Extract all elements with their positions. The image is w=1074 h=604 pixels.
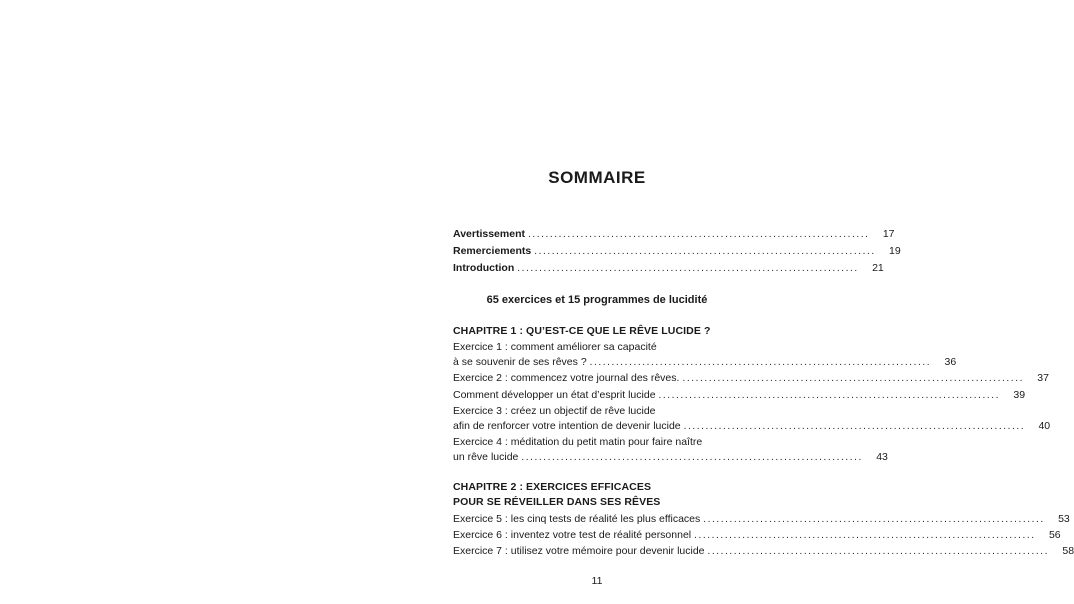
- toc-entry-introduction: [453, 262, 884, 276]
- toc-entry-label: Exercice 2 : commencez votre journal des rêves.: [453, 372, 680, 384]
- toc-page-number: 36: [944, 356, 957, 368]
- toc-entry-label: Exercice 3 : créez un objectif de rêve lucide: [453, 405, 656, 417]
- chapter-1-heading: CHAPITRE 1 : QU’EST-CE QUE LE RÊVE LUCIDE ?: [453, 325, 711, 337]
- toc-entry-label: à se souvenir de ses rêves ?: [453, 356, 587, 368]
- dot-leader: ..............................................................................: [707, 546, 1050, 557]
- dot-leader: ..............................................................................: [589, 357, 932, 368]
- toc-page-number: 17: [882, 228, 895, 240]
- dot-leader: ..............................................................................: [658, 390, 1001, 401]
- toc-entry-label: un rêve lucide: [453, 451, 519, 463]
- toc-page-number: 43: [876, 451, 888, 463]
- toc-page-number: 58: [1062, 545, 1074, 557]
- toc-page-number: 40: [1038, 420, 1051, 432]
- toc-entry-label: Avertissement: [453, 228, 525, 240]
- toc-entry-remerciements: [453, 245, 901, 259]
- toc-entry-label: Comment développer un état d’esprit lucide: [453, 389, 656, 401]
- toc-entry-line: [453, 436, 741, 450]
- toc-entry-exercice-7: [453, 545, 1074, 559]
- toc-entry-label: Exercice 1 : comment améliorer sa capacité: [453, 341, 657, 353]
- dot-leader: ..............................................................................: [683, 421, 1026, 432]
- page-number: 11: [591, 575, 603, 587]
- toc-entry-exercice-2: [453, 372, 1049, 386]
- toc-entry-line: [453, 341, 741, 355]
- toc-entry-label: Exercice 6 : inventez votre test de réalité personnel: [453, 529, 692, 541]
- toc-entry-exercice-3: [453, 420, 1051, 434]
- chapter-2-heading-line-1: CHAPITRE 2 : EXERCICES EFFICACES: [453, 481, 652, 493]
- toc-page-number: 39: [1013, 389, 1026, 401]
- toc-entry-exercice-6: [453, 529, 1061, 543]
- section-heading: 65 exercices et 15 programmes de lucidité: [486, 294, 708, 306]
- toc-page-number: 19: [889, 245, 901, 257]
- dot-leader: ..............................................................................: [517, 263, 859, 274]
- toc-entry-label: Exercice 5 : les cinq tests de réalité les plus efficaces: [453, 513, 701, 525]
- toc-entry-avertissement: [453, 228, 895, 242]
- toc-entry-label: afin de renforcer votre intention de devenir lucide: [453, 420, 681, 432]
- toc-entry-exercice-5: [453, 513, 1070, 527]
- dot-leader: ..............................................................................: [703, 514, 1045, 525]
- toc-page-number: 21: [872, 262, 884, 274]
- dot-leader: ..............................................................................: [694, 530, 1036, 541]
- page-title: SOMMAIRE: [548, 168, 646, 187]
- toc-entry-label: Exercice 4 : méditation du petit matin pour faire naître: [453, 436, 703, 448]
- toc-entry-label: Introduction: [453, 262, 515, 274]
- dot-leader: ..............................................................................: [527, 229, 870, 240]
- dot-leader: ..............................................................................: [534, 246, 876, 257]
- toc-entry-etat-esprit: [453, 389, 1026, 403]
- toc-page-number: 53: [1058, 513, 1070, 525]
- chapter-2-heading-line-2: POUR SE RÉVEILLER DANS SES RÊVES: [453, 496, 661, 508]
- dot-leader: ..............................................................................: [682, 373, 1024, 384]
- toc-entry-exercice-4: [453, 451, 888, 465]
- toc-entry-exercice-1: [453, 356, 957, 370]
- toc-page-number: 56: [1048, 529, 1061, 541]
- toc-entry-label: Exercice 7 : utilisez votre mémoire pour devenir lucide: [453, 545, 705, 557]
- toc-entry-line: [453, 405, 741, 419]
- toc-page-number: 37: [1037, 372, 1049, 384]
- dot-leader: ..............................................................................: [521, 452, 863, 463]
- toc-entry-label: Remerciements: [453, 245, 532, 257]
